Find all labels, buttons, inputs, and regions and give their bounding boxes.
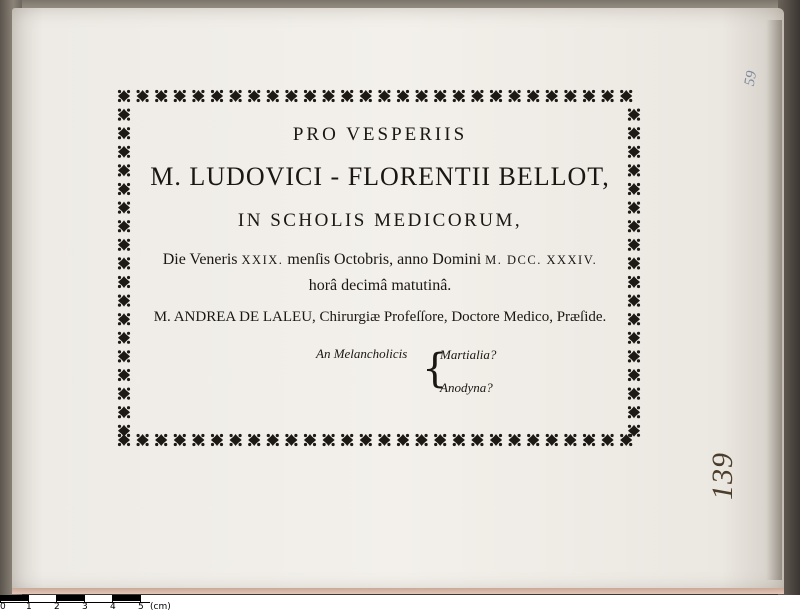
brace-icon: {	[422, 346, 448, 392]
scale-label-3: 3	[82, 602, 88, 612]
scale-label-0: 0	[0, 602, 6, 612]
question-stem: An Melancholicis	[316, 346, 408, 361]
scale-ruler	[0, 595, 150, 603]
question-option-1: Martialia?	[440, 347, 497, 362]
page-edge	[12, 588, 784, 594]
title-line-hour: horâ decimâ matutinâ.	[308, 277, 452, 294]
date-prefix: Die Veneris	[162, 251, 242, 268]
title-block	[150, 118, 610, 326]
title-line-pro-vesperiis: PRO VESPERIIS	[292, 124, 468, 145]
title-line-candidate-name: M. LUDOVICI - FLORENTII BELLOT,	[150, 162, 610, 191]
scale-label-1: 1	[26, 602, 32, 612]
scale-label-4: 4	[110, 602, 116, 612]
date-middle: menſis Octobris, anno Domini	[283, 251, 486, 268]
scale-label-2: 2	[54, 602, 60, 612]
gutter-shadow	[766, 20, 782, 580]
question-option-2: Anodyna?	[440, 380, 493, 395]
scale-unit: (cm)	[150, 602, 171, 612]
scale-bar	[0, 595, 800, 614]
scale-label-5: 5	[138, 602, 144, 612]
folio-number: 59	[741, 69, 761, 88]
shelfmark-annotation: 139	[706, 452, 739, 500]
title-line-praeses: M. ANDREA DE LALEU, Chirurgiæ Profeſſore, Doctore Medico, Præſide.	[153, 309, 607, 325]
date-day: XXIX.	[241, 253, 284, 267]
title-line-date	[150, 250, 610, 270]
date-year: M. DCC. XXXIV.	[485, 253, 598, 267]
title-line-scholis: IN SCHOLIS MEDICORUM,	[237, 210, 523, 231]
